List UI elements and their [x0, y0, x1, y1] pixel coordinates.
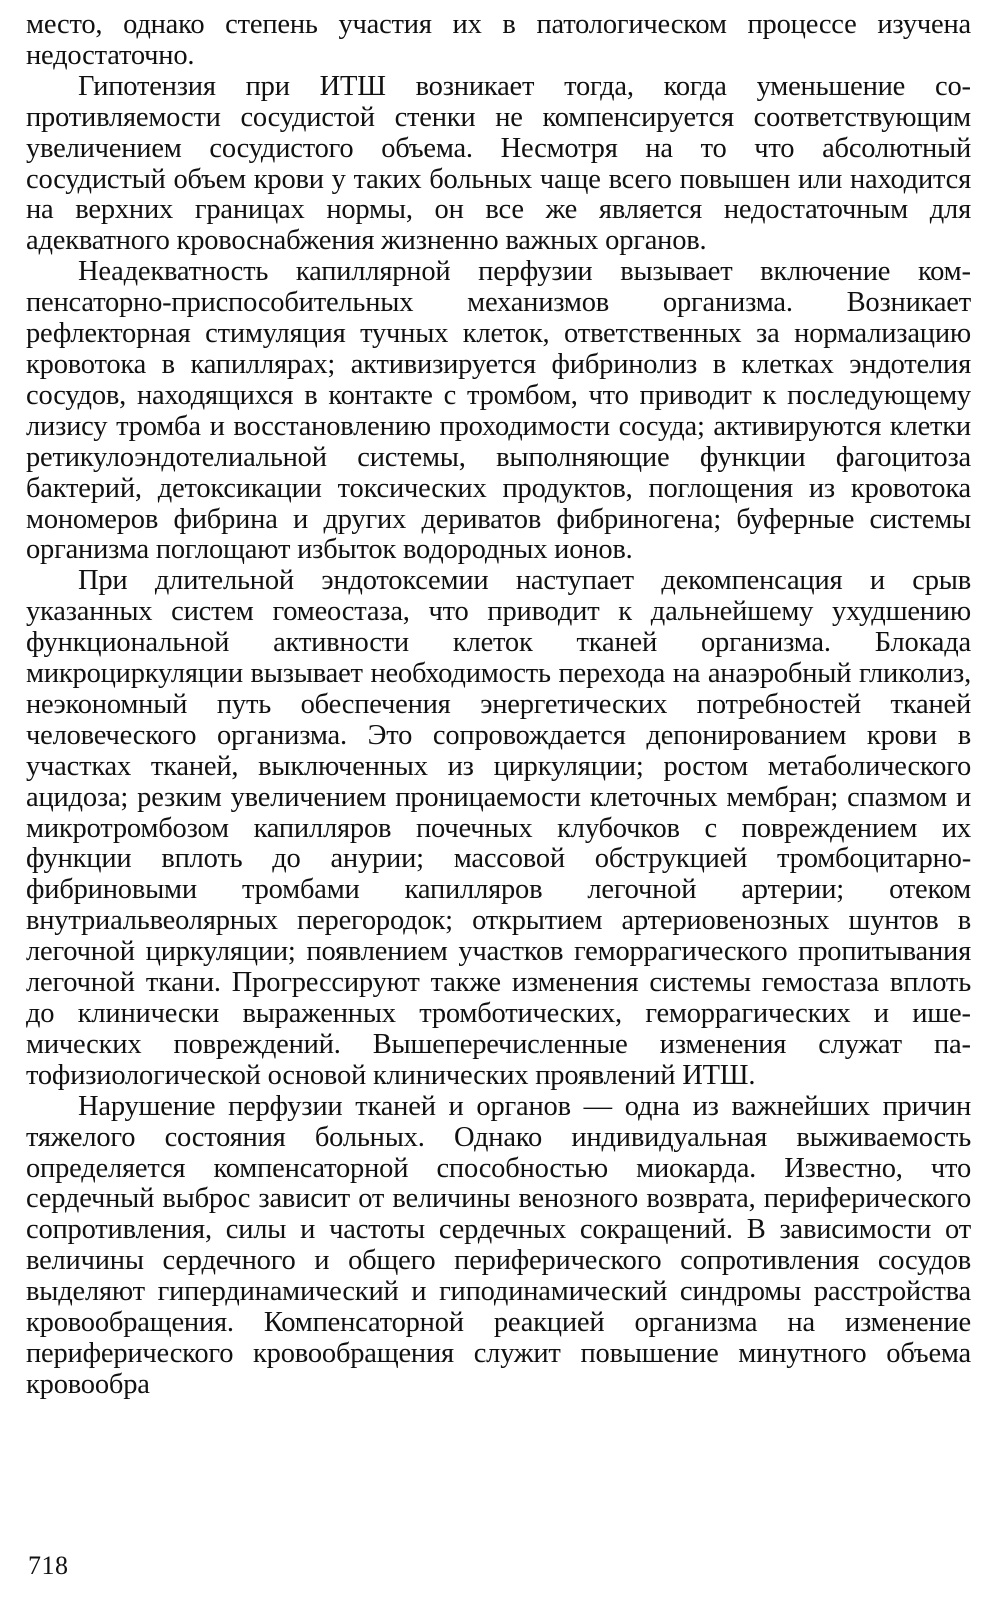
page-number: 718 [28, 1551, 69, 1580]
paragraph-3: Неадекватность капиллярной перфузии вызывает включение компенсаторно-приспособительных механизмов организма. Возникает рефлекторная стимуляция тучных клеток, ответственных за нормализацию кровотока в капиллярах; активизируется фибринолиз в клетках эндотелия сосудов, находящихся в контакте с тромбом, что приводит к последующему лизису тромба и восстановлению проходимости сосуда; активируются клетки ретикулоэндотелиальной системы, выполняющие функции фагоцитоза бактерий, детоксикации токсических продуктов, поглощения из кровотока мономеров фибрина и других дериватов фибриногена; буферные системы организма поглощают избыток водородных ионов. [26, 256, 971, 566]
body-text [26, 10, 971, 1401]
document-page [26, 10, 971, 1585]
paragraph-4: При длительной эндотоксемии наступает декомпенсация и срыв указанных систем гомеостаза, что приводит к дальнейшему ухудшению функциональной активности клеток тканей организма. Блокада микроциркуляции вызывает необходимость перехода на анаэробный гликолиз, неэкономный путь обеспечения энергетических потребностей тканей человеческого организма. Это сопровождается депонированием крови в участках тканей, выключенных из циркуляции; ростом метаболического ацидоза; резким увеличением проницаемости клеточных мембран; спазмом и микротромбозом капилляров почечных клубочков с повреждением их функции вплоть до анурии; массовой обструкцией тромбоцитарно-фибриновыми тромбами капилляров легочной артерии; отеком внутриальвеолярных перегородок; открытием артериовенозных шунтов в легочной циркуляции; появлением участков геморрагического пропитывания легочной ткани. Прогрессируют также изменения системы гемостаза вплоть до клинически выраженных тромботических, геморрагических и ишемических повреждений. Вышеперечисленные изменения служат патофизиологической основой клинических проявлений ИТШ. [26, 565, 971, 1091]
paragraph-2: Гипотензия при ИТШ возникает тогда, когда уменьшение сопротивляемости сосудистой стенки не компенсируется соответствующим увеличением сосудистого объема. Несмотря на то что абсолютный сосудистый объем крови у таких больных чаще всего повышен или находится на верхних границах нормы, он все же является недостаточным для адекватного кровоснабжения жизненно важных органов. [26, 70, 971, 257]
paragraph-5: Нарушение перфузии тканей и органов — одна из важнейших причин тяжелого состояния больных. Однако индивидуальная выживаемость определяется компенсаторной способностью миокарда. Известно, что сердечный выброс зависит от величины венозного возврата, периферического сопротивления, силы и частоты сердечных сокращений. В зависимости от величины сердечного и общего периферического сопротивления сосудов выделяют гипердинамический и гиподинамический синдромы расстройства кровообращения. Компенсаторной реакцией организма на изменение периферического кровообращения служит повышение минутного объема кровообра [26, 1090, 971, 1400]
paragraph-1: место, однако степень участия их в патологическом процессе изучена недостаточно. [26, 9, 971, 71]
